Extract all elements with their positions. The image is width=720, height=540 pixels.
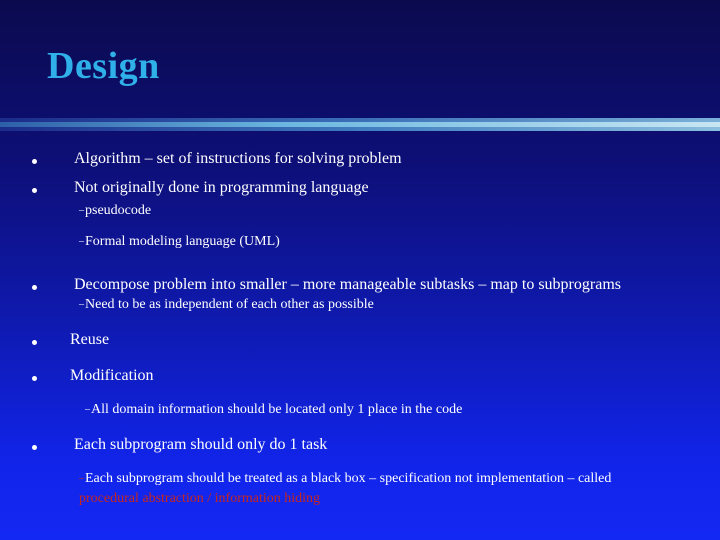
dash-marker: – xyxy=(79,236,84,248)
sub-bullet-item xyxy=(85,402,462,418)
bullet-item: Decompose problem into smaller – more manageable subtasks – map to subprograms xyxy=(74,276,621,293)
dash-marker: – xyxy=(79,205,84,217)
dash-marker: – xyxy=(79,299,84,311)
dash-marker: – xyxy=(79,473,84,485)
bullet-item: Algorithm – set of instructions for solving problem xyxy=(74,150,402,167)
title-divider xyxy=(0,118,720,131)
divider-band-bottom xyxy=(0,127,720,131)
bullet-item: Each subprogram should only do 1 task xyxy=(74,436,328,453)
bullet-item: Not originally done in programming language xyxy=(74,179,369,196)
sub-bullet-text: Need to be as independent of each other as possible xyxy=(85,297,374,312)
slide-title: Design xyxy=(47,45,160,87)
sub-bullet-item xyxy=(79,203,151,219)
bullet-dot xyxy=(32,285,37,290)
bullet-dot xyxy=(32,445,37,450)
bullet-dot xyxy=(32,159,37,164)
dash-marker: – xyxy=(85,404,90,416)
highlighted-term: procedural abstraction / information hiding xyxy=(79,491,321,506)
sub-bullet-text: pseudocode xyxy=(85,203,152,218)
bullet-item: Reuse xyxy=(70,331,110,348)
sub-bullet-text: Each subprogram should be treated as a black box – specification not implementation – called xyxy=(85,471,612,486)
sub-bullet-text: Formal modeling language (UML) xyxy=(85,234,280,249)
sub-bullet-text: All domain information should be located only 1 place in the code xyxy=(91,402,463,417)
bullet-item: Modification xyxy=(70,367,154,384)
sub-bullet-item xyxy=(79,234,280,250)
sub-bullet-item xyxy=(79,297,374,313)
sub-bullet-item xyxy=(79,471,611,487)
bullet-dot xyxy=(32,188,37,193)
bullet-dot xyxy=(32,376,37,381)
bullet-dot xyxy=(32,340,37,345)
